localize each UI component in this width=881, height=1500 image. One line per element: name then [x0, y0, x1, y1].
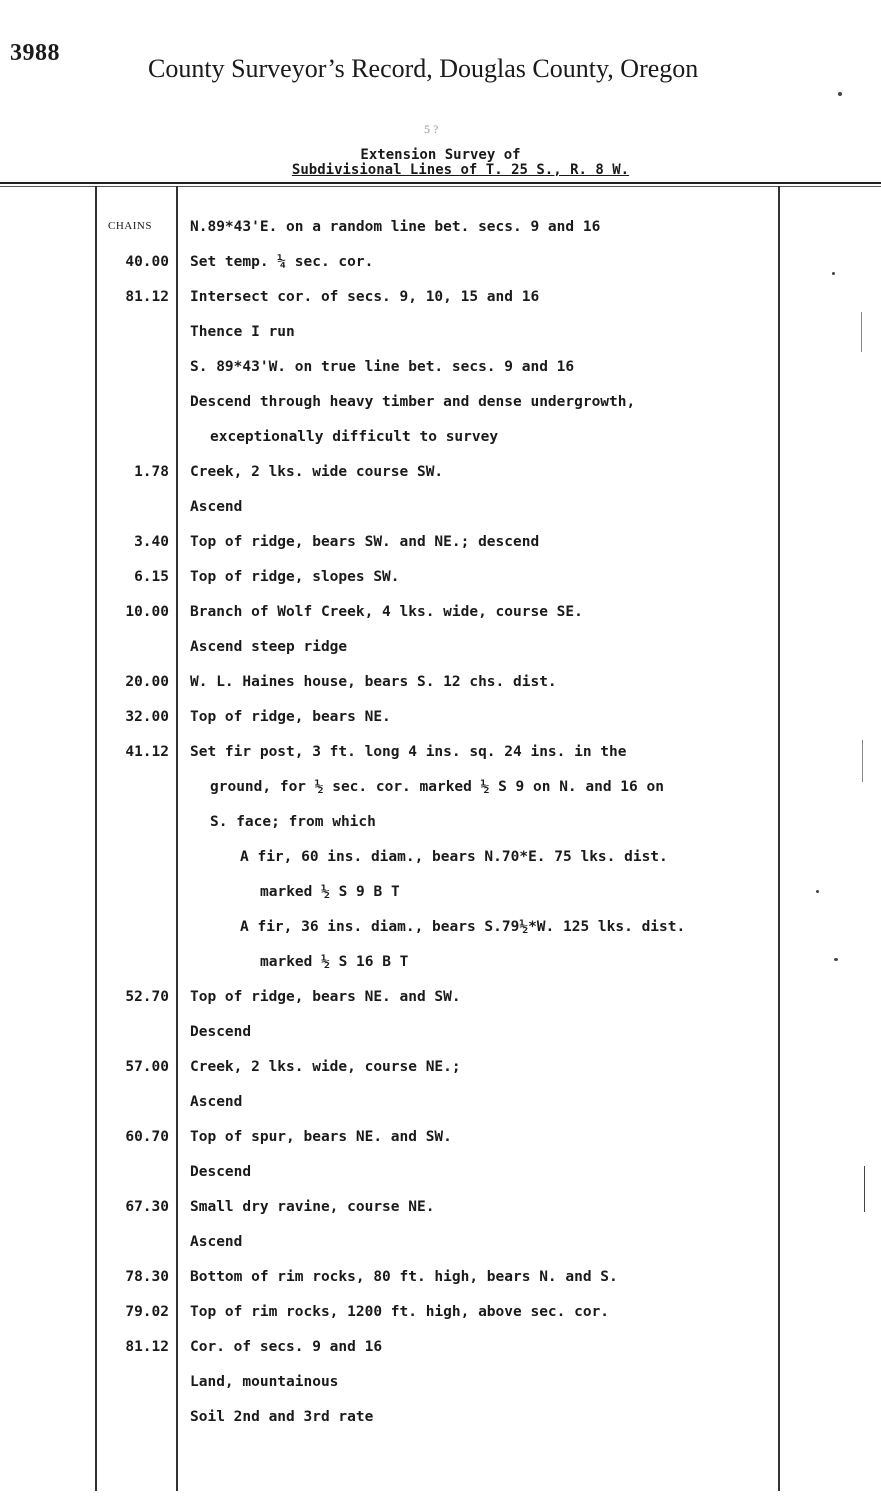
survey-note-text: S. 89*43'W. on true line bet. secs. 9 and 16 [190, 359, 575, 375]
chains-value: 41.12 [125, 744, 169, 760]
table-row [96, 560, 780, 595]
table-row [96, 420, 780, 455]
survey-note-text: Ascend [190, 1234, 243, 1250]
chains-value: 10.00 [125, 604, 169, 620]
survey-note-text: Top of ridge, bears NE. and SW. [190, 989, 461, 1005]
survey-note-text: Ascend [190, 499, 243, 515]
survey-note-text: Cor. of secs. 9 and 16 [190, 1339, 383, 1355]
survey-note-text: Soil 2nd and 3rd rate [190, 1409, 374, 1425]
table-row [96, 665, 780, 700]
table-row [96, 245, 780, 280]
table-row [96, 770, 780, 805]
table-row [96, 1260, 780, 1295]
table-row [96, 1295, 780, 1330]
table-row [96, 700, 780, 735]
table-row [96, 630, 780, 665]
survey-note-text: Creek, 2 lks. wide course SW. [190, 464, 444, 480]
survey-note-text: Small dry ravine, course NE. [190, 1199, 435, 1215]
table-row [96, 385, 780, 420]
survey-title [0, 148, 881, 178]
survey-title-line2: Subdivisional Lines of T. 25 S., R. 8 W. [291, 162, 630, 178]
survey-note-text: Top of ridge, bears SW. and NE.; descend [190, 534, 540, 550]
survey-note-text: Descend [190, 1164, 252, 1180]
survey-note-text: Top of rim rocks, 1200 ft. high, above sec. cor. [190, 1304, 610, 1320]
scan-scratch [861, 312, 862, 352]
table-row [96, 525, 780, 560]
scan-speck [834, 958, 838, 961]
table-row [96, 1120, 780, 1155]
chains-value: 57.00 [125, 1059, 169, 1075]
table-row [96, 280, 780, 315]
chains-value: 6.15 [134, 569, 169, 585]
table-row [96, 350, 780, 385]
scan-speck [832, 272, 835, 275]
chains-value: 20.00 [125, 674, 169, 690]
scan-speck [816, 890, 819, 893]
survey-note-text: Land, mountainous [190, 1374, 339, 1390]
survey-note-text: Bottom of rim rocks, 80 ft. high, bears N. and S. [190, 1269, 618, 1285]
chains-value: 1.78 [134, 464, 169, 480]
table-row [96, 1365, 780, 1400]
survey-note-text: A fir, 60 ins. diam., bears N.70*E. 75 lks. dist. [240, 849, 668, 865]
chains-value: 52.70 [125, 989, 169, 1005]
pencil-mark: 5 ? [424, 122, 439, 136]
table-row [96, 1085, 780, 1120]
table-row [96, 595, 780, 630]
table-row [96, 945, 780, 980]
header-rule [0, 182, 881, 184]
survey-title-line1: Extension Survey of [360, 147, 521, 163]
survey-note-text: Intersect cor. of secs. 9, 10, 15 and 16 [190, 289, 540, 305]
page-number: 3988 [10, 40, 60, 66]
chains-value: 40.00 [125, 254, 169, 270]
survey-note-text: Branch of Wolf Creek, 4 lks. wide, course SE. [190, 604, 583, 620]
table-row [96, 1225, 780, 1260]
table-row [96, 840, 780, 875]
survey-note-text: ground, for ½ sec. cor. marked ½ S 9 on N. and 16 on [210, 779, 664, 795]
scan-scratch [864, 1166, 865, 1212]
chains-value: 81.12 [125, 1339, 169, 1355]
survey-note-text: W. L. Haines house, bears S. 12 chs. dist. [190, 674, 557, 690]
survey-note-text: Thence I run [190, 324, 295, 340]
table-row [96, 1050, 780, 1085]
survey-note-text: Ascend [190, 1094, 243, 1110]
table-row [96, 1400, 780, 1435]
survey-note-text: Set temp. ¼ sec. cor. [190, 254, 374, 270]
chains-value: 67.30 [125, 1199, 169, 1215]
table-row [96, 735, 780, 770]
survey-note-text: A fir, 36 ins. diam., bears S.79½*W. 125 lks. dist. [240, 919, 686, 935]
survey-note-text: N.89*43'E. on a random line bet. secs. 9 and 16 [190, 219, 601, 235]
scan-scratch [862, 740, 863, 782]
record-title: County Surveyor’s Record, Douglas County, Oregon [148, 54, 699, 83]
survey-note-text: Top of ridge, slopes SW. [190, 569, 400, 585]
survey-note-text: marked ½ S 16 B T [260, 954, 409, 970]
chains-column-header: CHAINS [108, 220, 152, 232]
chains-value: 3.40 [134, 534, 169, 550]
table-row [96, 490, 780, 525]
table-row [96, 980, 780, 1015]
survey-note-text: Creek, 2 lks. wide, course NE.; [190, 1059, 461, 1075]
table-row [96, 455, 780, 490]
chains-value: 81.12 [125, 289, 169, 305]
table-row [96, 805, 780, 840]
chains-value: 60.70 [125, 1129, 169, 1145]
chains-value: 79.02 [125, 1304, 169, 1320]
survey-note-text: Descend through heavy timber and dense undergrowth, [190, 394, 636, 410]
table-row [96, 1015, 780, 1050]
table-row [96, 1155, 780, 1190]
table-row [96, 210, 780, 245]
survey-note-text: Descend [190, 1024, 252, 1040]
survey-note-text: Top of spur, bears NE. and SW. [190, 1129, 452, 1145]
table-row [96, 315, 780, 350]
table-row [96, 875, 780, 910]
table-row [96, 1330, 780, 1365]
table-row [96, 910, 780, 945]
survey-note-text: Top of ridge, bears NE. [190, 709, 391, 725]
survey-note-text: Set fir post, 3 ft. long 4 ins. sq. 24 ins. in the [190, 744, 627, 760]
survey-note-text: exceptionally difficult to survey [210, 429, 499, 445]
header-rule-secondary [0, 186, 881, 187]
chains-value: 32.00 [125, 709, 169, 725]
chains-value: 78.30 [125, 1269, 169, 1285]
survey-note-text: marked ½ S 9 B T [260, 884, 400, 900]
scan-speck [838, 92, 842, 96]
survey-note-text: Ascend steep ridge [190, 639, 348, 655]
survey-note-text: S. face; from which [210, 814, 376, 830]
table-row [96, 1190, 780, 1225]
